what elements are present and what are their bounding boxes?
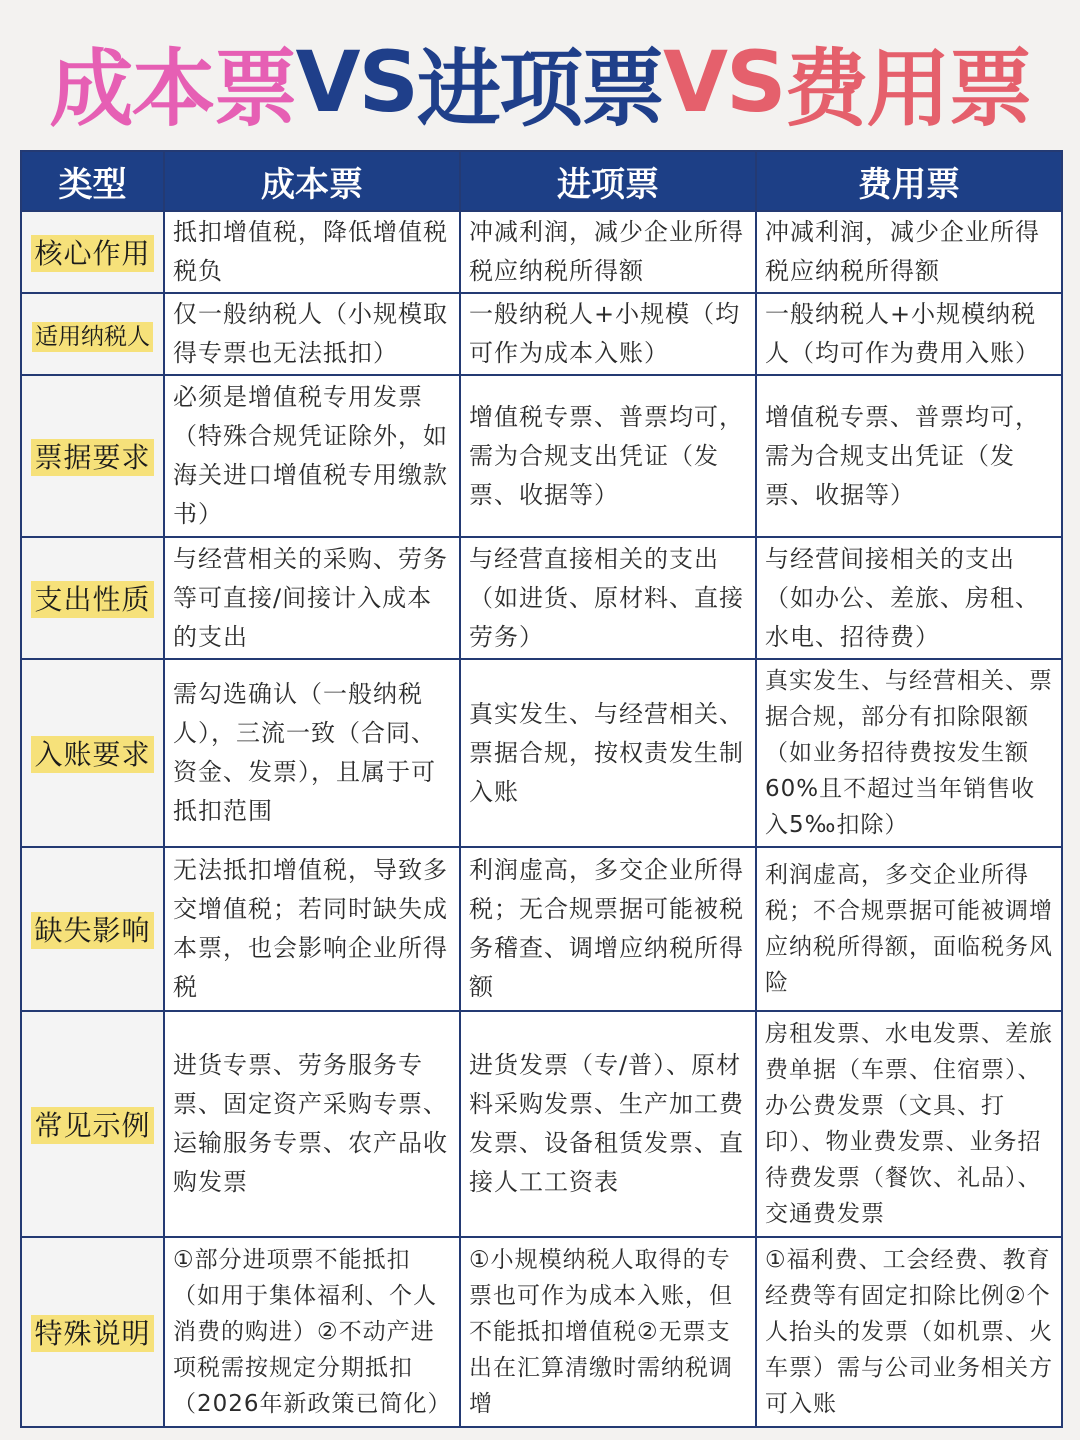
- table-row: [21, 847, 1062, 1011]
- table-cell: 进货发票（专/普）、原材料采购发票、生产加工费发票、设备租赁发票、直接人工工资表: [460, 1011, 756, 1237]
- table-cell: 进货专票、劳务服务专票、固定资产采购专票、运输服务专票、农产品收购发票: [164, 1011, 460, 1237]
- row-label: 票据要求: [31, 439, 153, 476]
- table-cell: 与经营直接相关的支出（如进货、原材料、直接劳务）: [460, 537, 756, 659]
- row-label: 核心作用: [31, 235, 153, 272]
- comparison-table: [20, 150, 1063, 1428]
- table-cell: 与经营间接相关的支出（如办公、差旅、房租、水电、招待费）: [756, 537, 1062, 659]
- table-row: [21, 211, 1062, 293]
- table-cell: 抵扣增值税，降低增值税税负: [164, 211, 460, 293]
- table-cell: 房租发票、水电发票、差旅费单据（车票、住宿票）、办公费发票（文具、打印）、物业费发票、业务招待费发票（餐饮、礼品）、交通费发票: [756, 1011, 1062, 1237]
- row-label-cell: [21, 847, 164, 1011]
- table-cell: ①小规模纳税人取得的专票也可作为成本入账，但不能抵扣增值税②无票支出在汇算清缴时需纳税调增: [460, 1237, 756, 1427]
- table-cell: 必须是增值税专用发票（特殊合规凭证除外，如海关进口增值税专用缴款书）: [164, 375, 460, 537]
- table-cell: 利润虚高，多交企业所得税；不合规票据可能被调增应纳税所得额，面临税务风险: [756, 847, 1062, 1011]
- table-cell: ①部分进项票不能抵扣（如用于集体福利、个人消费的购进）②不动产进项税需按规定分期抵扣（2026年新政策已简化）: [164, 1237, 460, 1427]
- row-label-cell: [21, 293, 164, 375]
- table-cell: 增值税专票、普票均可，需为合规支出凭证（发票、收据等）: [460, 375, 756, 537]
- table-cell: 无法抵扣增值税，导致多交增值税；若同时缺失成本票，也会影响企业所得税: [164, 847, 460, 1011]
- title-expense-invoice: 费用票: [784, 39, 1031, 138]
- header-input-invoice: 进项票: [460, 151, 756, 211]
- row-label-cell: [21, 659, 164, 847]
- table-cell: 仅一般纳税人（小规模取得专票也无法抵扣）: [164, 293, 460, 375]
- row-label: 常见示例: [31, 1107, 153, 1144]
- table-cell: 一般纳税人+小规模（均可作为成本入账）: [460, 293, 756, 375]
- table-cell: 冲减利润，减少企业所得税应纳税所得额: [460, 211, 756, 293]
- table-cell: 真实发生、与经营相关、票据合规，部分有扣除限额（如业务招待费按发生额60%且不超过当年销售收入5‰扣除）: [756, 659, 1062, 847]
- row-label-cell: [21, 1011, 164, 1237]
- table-cell: 冲减利润，减少企业所得税应纳税所得额: [756, 211, 1062, 293]
- page-title: [0, 22, 1080, 142]
- title-cost-invoice: 成本票: [49, 39, 296, 138]
- row-label-cell: [21, 1237, 164, 1427]
- table-cell: 增值税专票、普票均可，需为合规支出凭证（发票、收据等）: [756, 375, 1062, 537]
- title-vs-2: VS: [663, 33, 785, 131]
- table-row: [21, 375, 1062, 537]
- row-label: 适用纳税人: [32, 322, 153, 352]
- header-type: 类型: [21, 151, 164, 211]
- table-header-row: [21, 151, 1062, 211]
- table-cell: 一般纳税人+小规模纳税人（均可作为费用入账）: [756, 293, 1062, 375]
- table-cell: 利润虚高，多交企业所得税；无合规票据可能被税务稽查、调增应纳税所得额: [460, 847, 756, 1011]
- table-cell: 需勾选确认（一般纳税人），三流一致（合同、资金、发票），且属于可抵扣范围: [164, 659, 460, 847]
- row-label-cell: [21, 537, 164, 659]
- table-row: [21, 537, 1062, 659]
- header-cost-invoice: 成本票: [164, 151, 460, 211]
- table-row: [21, 293, 1062, 375]
- row-label: 入账要求: [31, 736, 153, 773]
- row-label: 支出性质: [31, 581, 153, 618]
- header-expense-invoice: 费用票: [756, 151, 1062, 211]
- row-label: 特殊说明: [31, 1315, 153, 1352]
- title-input-invoice: 进项票: [416, 39, 663, 138]
- table-cell: ①福利费、工会经费、教育经费等有固定扣除比例②个人抬头的发票（如机票、火车票）需与公司业务相关方可入账: [756, 1237, 1062, 1427]
- table-cell: 真实发生、与经营相关、票据合规，按权责发生制入账: [460, 659, 756, 847]
- row-label: 缺失影响: [31, 912, 153, 949]
- row-label-cell: [21, 211, 164, 293]
- row-label-cell: [21, 375, 164, 537]
- table-cell: 与经营相关的采购、劳务等可直接/间接计入成本的支出: [164, 537, 460, 659]
- table-row: [21, 1237, 1062, 1427]
- table-row: [21, 1011, 1062, 1237]
- title-vs-1: VS: [295, 33, 417, 131]
- table-row: [21, 659, 1062, 847]
